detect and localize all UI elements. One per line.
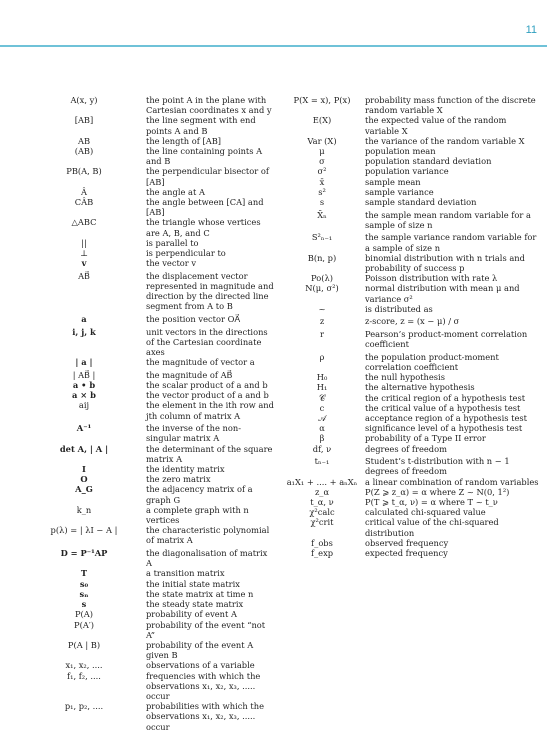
notation-definition: the magnitude of vector a (146, 357, 255, 368)
notation-symbol: f_obs (311, 537, 333, 548)
notation-symbol: AB (77, 135, 91, 146)
notation-symbol: x₁, x₂, .... (65, 660, 103, 671)
notation-row (28, 484, 275, 504)
notation-row (28, 525, 275, 545)
notation-symbol: a × b (72, 390, 96, 401)
notation-symbol: A⁻¹ (76, 423, 92, 434)
notation-definition: the state matrix at time n (146, 588, 254, 599)
notation-symbol: z_α (314, 486, 330, 497)
notation-row (28, 599, 275, 609)
notation-symbol: 𝒞 (318, 392, 326, 403)
notation-row (28, 620, 275, 640)
notation-symbol: Â (81, 186, 87, 197)
notation-symbol: ρ (319, 351, 325, 362)
notation-symbol: k_n (76, 504, 92, 515)
notation-symbol: x̄ (319, 176, 325, 187)
notation-definition: population standard deviation (365, 156, 492, 167)
notation-symbol: f₁, f₂, .... (67, 670, 101, 681)
notation-row (28, 464, 275, 474)
notation-row (282, 423, 539, 433)
notation-definition: the position vector OA⃗ (146, 314, 241, 325)
notation-definition: significance level of a hypothesis test (365, 423, 523, 434)
notation-definition: the diagonalisation of matrix A (146, 548, 268, 569)
notation-row (28, 327, 275, 358)
notation-definition: normal distribution with mean μ and variance σ² (365, 283, 520, 304)
notation-definition: the length of [AB] (146, 135, 222, 146)
notation-symbol: β (319, 433, 325, 444)
notation-row (282, 538, 539, 548)
notation-row (28, 400, 275, 420)
notation-row (282, 456, 539, 476)
notation-row (28, 146, 275, 166)
notation-symbol: AB⃗ (78, 270, 90, 281)
notation-row (282, 197, 539, 207)
notation-symbol: a₁X₁ + .... + aₙXₙ (286, 476, 358, 487)
notation-definition: is parallel to (146, 237, 199, 248)
notation-symbol: 𝒜 (318, 413, 326, 424)
notation-row (282, 517, 539, 537)
notation-symbol: r (320, 329, 324, 340)
notation-definition: acceptance region of a hypothesis test (365, 413, 527, 424)
notation-row (28, 217, 275, 237)
notation-definition: P(Z ⩾ z_α) = α where Z ~ N(0, 1²) (365, 486, 510, 497)
notation-row (282, 403, 539, 413)
notation-symbol: σ (319, 156, 325, 167)
notation-symbol: μ (319, 146, 325, 157)
notation-row (28, 505, 275, 525)
notation-symbol: H₀ (316, 372, 328, 383)
notation-symbol: α (319, 423, 325, 434)
notation-symbol: || (81, 237, 87, 248)
notation-row (282, 372, 539, 382)
notation-row (28, 701, 275, 732)
notation-row (28, 136, 275, 146)
notation-row (28, 548, 275, 568)
notation-definition: the angle between [CA] and [AB] (146, 197, 264, 218)
notation-symbol: df, ν (312, 443, 332, 454)
notation-row (28, 671, 275, 702)
notation-definition: the magnitude of AB⃗ (146, 369, 233, 380)
notation-row (282, 232, 539, 252)
notation-definition: calculated chi-squared value (365, 507, 486, 518)
notation-symbol: | a | (75, 357, 93, 368)
notation-definition: the critical value of a hypothesis test (365, 402, 521, 413)
notation-row (282, 283, 539, 303)
notation-definition: the expected value of the random variable X (365, 115, 507, 136)
notation-symbol: σ² (317, 166, 327, 177)
notation-definition: a complete graph with n vertices (146, 504, 249, 526)
header-rule (0, 45, 547, 47)
notation-row (282, 393, 539, 403)
notation-row (282, 487, 539, 497)
notation-symbol: (AB) (74, 146, 94, 157)
notation-definition: the determinant of the square matrix A (146, 443, 273, 464)
notation-row (28, 357, 275, 367)
notation-row (28, 187, 275, 197)
notation-symbol: sₙ (79, 588, 89, 599)
notation-row (28, 238, 275, 248)
notation-symbol: s (319, 197, 325, 208)
notation-definition: the characteristic polynomial of matrix A (146, 525, 270, 546)
notation-definition: expected frequency (365, 548, 448, 559)
notation-definition: the adjacency matrix of a graph G (146, 484, 253, 505)
notation-symbol: a • b (72, 380, 96, 391)
notation-definition: probabilities with which the observations x₁, x₂, x₃, ..... occur (146, 701, 264, 732)
notation-definition: a transition matrix (146, 568, 225, 579)
notation-definition: sample standard deviation (365, 197, 477, 208)
notation-definition: the point A in the plane with Cartesian coordinates x and y (146, 95, 272, 116)
notation-row (282, 382, 539, 392)
notation-symbol: tₙ₋₁ (314, 456, 330, 467)
notation-definition: Poisson distribution with rate λ (365, 273, 498, 284)
notation-row (28, 579, 275, 589)
notation-definition: the alternative hypothesis (365, 382, 475, 393)
notation-symbol: aij (78, 400, 90, 411)
notation-definition: frequencies with which the observations x₁, x₂, x₃, ..... occur (146, 670, 261, 701)
notation-row (282, 304, 539, 314)
notation-symbol: I (82, 464, 86, 475)
notation-symbol: | AB⃗ | (72, 369, 96, 380)
notation-symbol: det A, | A | (59, 443, 109, 454)
notation-row (282, 433, 539, 443)
notation-symbol: c (319, 402, 325, 413)
notation-definition: the initial state matrix (146, 578, 240, 589)
notation-row (28, 197, 275, 217)
notation-row (282, 548, 539, 558)
notation-symbol: H₁ (316, 382, 328, 393)
notation-symbol: Po(λ) (311, 273, 333, 284)
notation-symbol: P(A′) (74, 619, 94, 630)
notation-definition: P(T ⩾ t_α, ν) = α where T ~ t_ν (365, 497, 498, 508)
notation-row (28, 609, 275, 619)
notation-symbol: CÂB (74, 197, 94, 208)
notation-row (282, 166, 539, 176)
notation-definition: the displacement vector represented in magnitude and direction by the directed line segment from A to B (146, 270, 274, 312)
notation-definition: the inverse of the non-singular matrix A (146, 423, 242, 444)
notation-row (28, 248, 275, 258)
notation-row (28, 380, 275, 390)
notation-symbol: [AB] (74, 115, 94, 126)
notation-definition: observed frequency (365, 537, 449, 548)
notation-definition: the angle at A (146, 186, 205, 197)
notation-symbol: N(μ, σ²) (305, 283, 339, 294)
notation-symbol: P(X = x), P(x) (293, 95, 351, 105)
notation-definition: degrees of freedom (365, 443, 447, 454)
notation-definition: the variance of the random variable X (365, 135, 525, 146)
notation-row (28, 640, 275, 660)
notation-row (28, 95, 275, 115)
notation-symbol: PB(A, B) (66, 166, 102, 177)
notation-row (282, 497, 539, 507)
notation-symbol: Var (X) (307, 135, 337, 146)
notation-definition: the vector product of a and b (146, 390, 269, 401)
notation-row (282, 146, 539, 156)
notation-symbol: A_G (75, 484, 93, 495)
notation-symbol: D = P⁻¹AP (60, 548, 108, 559)
notation-row (28, 660, 275, 670)
notation-definition: the sample mean random variable for a sample of size n (365, 209, 531, 230)
notation-definition: the triangle whose vertices are A, B, and C (146, 217, 261, 238)
notation-definition: binomial distribution with n trials and probability of success p (365, 252, 525, 274)
notation-row (28, 115, 275, 135)
notation-symbol: S²ₙ₋₁ (311, 232, 333, 243)
notation-definition: the vector v (146, 258, 197, 269)
notation-row (28, 271, 275, 312)
notation-definition: unit vectors in the directions of the Cartesian coordinate axes (146, 326, 268, 358)
notation-symbol: s² (318, 186, 326, 197)
notation-row (282, 115, 539, 135)
notation-symbol: f_exp (310, 548, 334, 559)
notation-symbol: A(x, y) (70, 95, 98, 105)
notation-row (282, 329, 539, 349)
notation-symbol: X̄ₙ (317, 209, 327, 220)
notation-row (282, 136, 539, 146)
notation-definition: the zero matrix (146, 474, 211, 485)
notation-symbol: s₀ (79, 578, 89, 589)
notation-definition: the element in the ith row and jth column of matrix A (146, 400, 274, 421)
notation-definition: a linear combination of random variables (365, 476, 539, 487)
notation-symbol: p(λ) = | λI − A | (50, 525, 118, 536)
notation-definition: probability of the event “not A” (146, 619, 266, 640)
notation-symbol: P(A | B) (67, 639, 101, 650)
notation-row (282, 507, 539, 517)
notation-row (282, 352, 539, 372)
notation-definition: is distributed as (365, 303, 433, 314)
notation-row (282, 413, 539, 423)
notation-row (282, 477, 539, 487)
notation-symbol: z (319, 316, 325, 327)
notation-symbol: E(X) (312, 115, 332, 126)
notation-row (28, 166, 275, 186)
notation-symbol: ~ (318, 303, 326, 314)
notation-definition: probability mass function of the discrete random variable X (365, 95, 536, 116)
notation-row (28, 258, 275, 268)
notation-symbol: χ²calc (309, 507, 335, 518)
notation-definition: the identity matrix (146, 464, 225, 475)
notation-row (28, 589, 275, 599)
notation-definition: critical value of the chi-squared distribution (365, 517, 499, 538)
notation-definition: probability of event A (146, 609, 237, 620)
notation-row (282, 273, 539, 283)
notation-definition: the perpendicular bisector of [AB] (146, 166, 269, 187)
notation-row (28, 314, 275, 324)
notation-row (28, 444, 275, 464)
notation-definition: population mean (365, 146, 436, 157)
notation-definition: observations of a variable (146, 660, 255, 671)
notation-symbol: B(n, p) (307, 252, 337, 263)
left-column (28, 95, 275, 732)
notation-definition: Pearson’s product-moment correlation coefficient (365, 329, 528, 350)
notation-row (28, 568, 275, 578)
notation-definition: the population product-moment correlation coefficient (365, 351, 499, 373)
notation-row (282, 444, 539, 454)
notation-symbol: P(A) (74, 609, 94, 620)
notation-symbol: a (81, 314, 87, 325)
notation-definition: the line segment with end points A and B (146, 115, 256, 136)
notation-row (28, 474, 275, 484)
notation-row (282, 316, 539, 326)
notation-symbol: χ²crit (310, 517, 334, 528)
notation-symbol: i, j, k (72, 326, 96, 337)
notation-symbol: T (80, 568, 88, 579)
notation-definition: the line containing points A and B (146, 146, 263, 167)
notation-definition: the sample variance random variable for a sample of size n (365, 232, 537, 253)
notation-definition: probability of the event A given B (146, 639, 254, 661)
right-column (282, 95, 539, 558)
notation-symbol: v (81, 258, 87, 269)
notation-row (282, 95, 539, 115)
notation-symbol: t_α, ν (310, 497, 334, 508)
notation-row (282, 210, 539, 230)
notation-definition: Student’s t-distribution with n − 1 degrees of freedom (365, 456, 510, 477)
notation-row (28, 370, 275, 380)
notation-definition: sample variance (365, 186, 434, 197)
notation-row (282, 187, 539, 197)
notation-symbol: ⊥ (80, 248, 88, 259)
notation-definition: the steady state matrix (146, 599, 244, 610)
notation-row (282, 253, 539, 273)
page-number: 11 (525, 24, 537, 36)
notation-definition: sample mean (365, 176, 421, 187)
notation-definition: population variance (365, 166, 449, 177)
notation-row (28, 423, 275, 443)
notation-definition: the critical region of a hypothesis test (365, 392, 526, 403)
notation-symbol: △ABC (71, 217, 97, 228)
notation-symbol: O (80, 474, 88, 485)
notation-symbol: s (81, 599, 87, 610)
notation-definition: z-score, z = (x − μ) / σ (365, 316, 460, 327)
notation-definition: the scalar product of a and b (146, 380, 268, 391)
notation-definition: probability of a Type II error (365, 433, 486, 444)
notation-row (282, 177, 539, 187)
notation-row (282, 156, 539, 166)
notation-row (28, 390, 275, 400)
notation-symbol: p₁, p₂, .... (64, 701, 104, 712)
notation-definition: the null hypothesis (365, 372, 445, 383)
notation-definition: is perpendicular to (146, 248, 226, 259)
